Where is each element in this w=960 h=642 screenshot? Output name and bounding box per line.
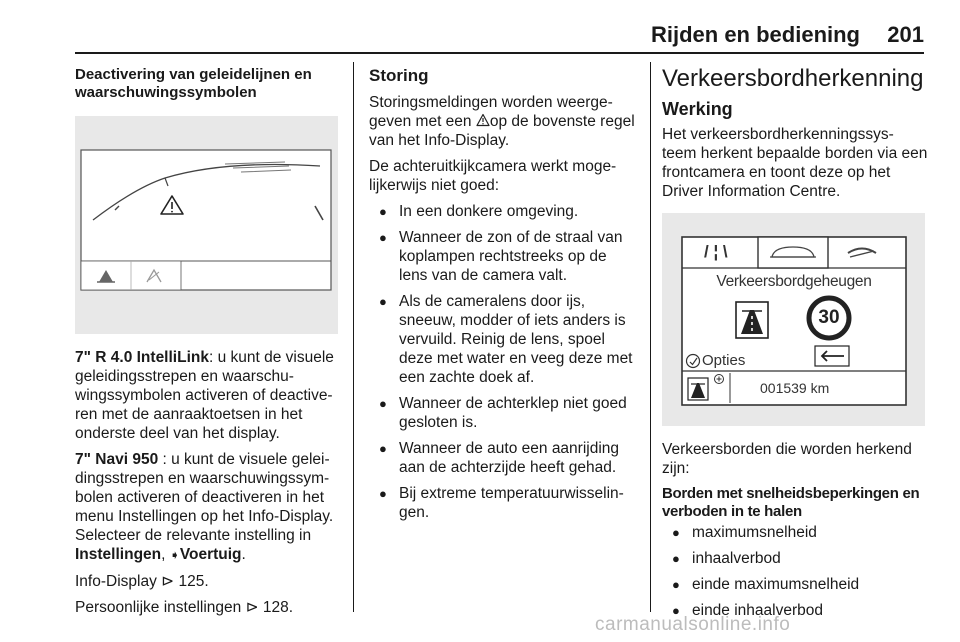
list-item: ● Wanneer de achterklep niet goed gesloten is. (369, 394, 639, 432)
list-item: ● In een donkere omgeving. (369, 202, 639, 221)
list-item: ● Als de cameralens door ijs, sneeuw, modder of iets anders is vervuild. Reinig de lens, spoel deze met water en veeg deze met een zachte doek af. (369, 292, 639, 387)
options-label: Opties (702, 352, 746, 369)
column-divider-2 (650, 62, 651, 612)
column-divider-1 (353, 62, 354, 612)
odometer-value: 001539 km (760, 380, 830, 396)
speed-limit-value: 30 (818, 307, 840, 328)
section-heading-deactivation: Deactivering van geleidelijnen en waarschuwingssymbolen (75, 66, 312, 101)
page-header (0, 18, 960, 58)
paragraph-intro: Het verkeersbordherkenningssys-teem herkent bepaalde borden via een frontcamera en toont deze op het Driver Information Centre. (662, 126, 928, 200)
header-rule (75, 52, 924, 54)
intellilink-text: : u kunt de visuele geleidingsstrepen en waarschu-wingssymbolen activeren of deactive-ren met de aanraaktoetsen in het onderste deel van het display. (75, 349, 334, 442)
header-title: Rijden en bediening (650, 22, 860, 47)
list-item: ● einde maximumsnelheid (662, 575, 928, 594)
list-item: ● maximumsnelheid (662, 523, 928, 542)
list-item: ● Wanneer de auto een aanrijding aan de achterzijde heeft gehad. (369, 439, 639, 477)
list-item: ● einde inhaalverbod (662, 601, 928, 620)
sign-type-list (662, 523, 928, 620)
separator: , (161, 546, 170, 563)
section-heading-traffic-sign-recognition: Verkeersbordherkenning (662, 65, 924, 92)
intellilink-label: 7" R 4.0 IntelliLink (75, 349, 209, 366)
motorway-sign-small-icon (688, 378, 708, 400)
paragraph-fault-messages (369, 93, 639, 150)
list-item: ● Bij extreme temperatuurwisselin-gen. (369, 484, 639, 522)
subheading-operation: Werking (662, 99, 733, 119)
driver-info-display-figure (662, 213, 925, 426)
motorway-sign-icon (736, 302, 768, 338)
reference-page: 128. (262, 599, 294, 616)
paragraph-intellilink (75, 348, 341, 443)
navi950-text: : u kunt de visuele gelei-dingsstrepen en waarschuwingssym-bolen activeren of deactiveren in het menu Instellingen op het Info-Display. Selecteer de relevante instelling in (75, 451, 334, 544)
reference-text: Info-Display (75, 573, 157, 590)
menu-settings: Instellingen (75, 546, 162, 563)
fault-text: Storingsmeldingen worden weerge-geven met een (369, 94, 613, 130)
page-number: 201 (887, 22, 924, 47)
display-tab-left-icon: / ¦ \ (704, 242, 728, 261)
paragraph-caption: Verkeersborden die worden herkend zijn: (662, 441, 912, 477)
reference-info-display (75, 572, 341, 591)
reference-symbol-icon: ⊳ (245, 599, 259, 616)
section-heading-storing: Storing (369, 66, 429, 85)
list-item: ● Wanneer de zon of de straal van koplampen rechtstreeks op de lens van de camera valt. (369, 228, 639, 285)
display-title: Verkeersbordgeheugen (716, 273, 872, 290)
navi950-label: 7" Navi 950 (75, 451, 159, 468)
paragraph-camera-issues: De achteruitkijkcamera werkt moge-lijkerwijs niet goed: (369, 158, 617, 194)
column-2 (369, 66, 639, 529)
watermark: carmanualsonline.info (595, 614, 791, 635)
camera-issue-list (369, 202, 639, 522)
column-3 (662, 64, 928, 627)
reference-page: 125. (178, 573, 209, 590)
period: . (241, 546, 246, 563)
fault-text-end: op de bovenste regel van het Info-Display. (369, 113, 635, 149)
column-1 (75, 66, 341, 624)
rear-camera-figure (75, 116, 338, 334)
warning-triangle-icon (476, 113, 490, 127)
parking-guideline-illustration (75, 116, 338, 334)
list-heading-sign-types: Borden met snelheidsbeperkingen en verboden in te halen (662, 485, 920, 520)
arrow-right-icon: ➧ (169, 548, 180, 562)
menu-vehicle: Voertuig (179, 546, 242, 563)
list-item: ● inhaalverbod (662, 549, 928, 568)
reference-text: Persoonlijke instellingen (75, 599, 242, 616)
reference-personal-settings (75, 598, 341, 617)
paragraph-navi950 (75, 450, 341, 565)
reference-symbol-icon: ⊳ (161, 573, 175, 590)
back-arrow-icon (815, 346, 849, 366)
